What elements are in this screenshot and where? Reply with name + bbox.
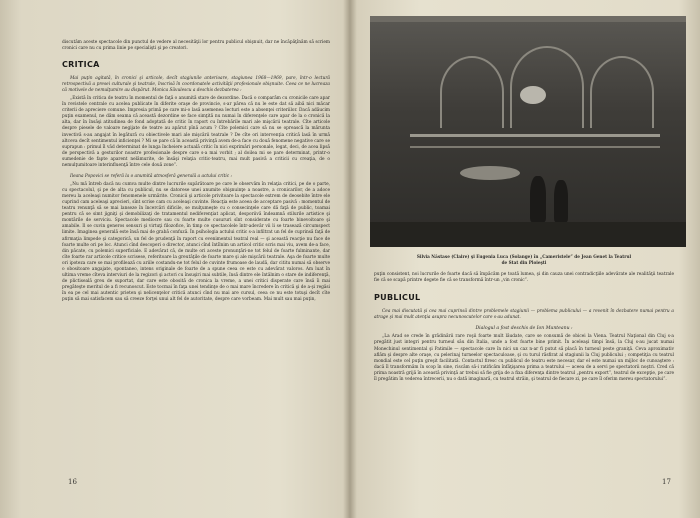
critica-quote-1: „Există în critica de teatru în momentul de faţă o anumită stare de dezordine. Dacă o comparăm cu cronicile care apar în revistele centrale cu acelea publicate în diferite oraşe de provincie, s-ar părea că nu le este dat să aibă nici măcar criterii de apreciere comune. Impresia primă pe care mi-o lasă asemenea lecturi este a absenţei criteriilor. Dacă adăucim puţin examenul, ne dăm seama că această dezordine se face simţită nu numai în diferenţele care apar de la o cronică la alta, dar în însăşi atitudinea de fond adoptată de critic în raport cu întrebările mari ale mişcării teatrale. Cîte articole despre piesele de valoare negijate de teatre au apărut pînă acum ? Cîte polemici care să nu se opreascã la mărunta invectivă s-au angajat în legătură cu obiectivele mari ale mişcării teatrale ? De cîte ori intervenţia critică lasă în urmă altceva decît sentimentul inficienţei ? Mi se pare că în această privinţă avem de-a face cu două fenomene negative care se suprapun : primul îl văd determinat de lunga încheiere actuală critic în nici exprimări personale, legat, deci, de acea lipsă de perspectivă a gesturilor noastre profesionale despre care s-a mai vorbit ; al doilea mi se pare determinat, printr-o sumedenie de fapte aparent nelămurite, de însăşi relaţia critic-teatru, mai mult pasivă a criticii cu creaţia, de o nemulţumitoare interinfluenţă între cele două zone”. [62, 95, 330, 168]
publicul-lead: Cea mai discutată şi cea mai cuprinsă dintre problemele stagiunii — problema publicului — a revenit în dezbatere numai pentru a atrage şi mai mult atenţia asupra necunoscutelor care s-au adunat. [374, 309, 674, 321]
page-number-left: 16 [68, 478, 77, 486]
right-page [362, 0, 688, 518]
section-title-publicul: PUBLICUL [374, 293, 421, 303]
intro-paragraph: discutăm aceste spectacole din punctul de vedere al necesităţii lor pentru publicul obişnuit, dar ne încăpăţînăm să scriem cronici care nu cu prima linie pe specialişti şi pe creatori. [62, 40, 330, 52]
section-title-critica: CRITICA [62, 60, 100, 70]
critica-lead: Mai puţin agitată, în cronici şi articole, decît stagiunile anterioare, stagiunea 1968—1969, pare, într-o lectură retrospectivă a presei culturale şi teatrale, înscrisă în coordonatele activităţii profesionale obişnuite. Ceea ce ne lucreaza că motivele de nemulţumire au dispărut. Monica Săvulescu a deschis dezbaterea : [62, 76, 330, 94]
left-page [12, 0, 338, 518]
photo-caption-line-2: de Stat din Ploieşti [501, 259, 547, 265]
photo-caption [374, 254, 674, 265]
left-column [62, 40, 330, 305]
right-column [374, 272, 674, 385]
continued-paragraph: puţin consistent, noi lucrurile de foarte dacă să împăcăm pe toată lumea, şi din cauza unei contradicţiile adevărate ale realităţii teatrale fie că se scapă printre degete fie că se transformă într-un „vin cronic”. [374, 272, 674, 284]
theatre-photo [370, 16, 686, 247]
photo-caption-line-1: Silvia Năstase (Claire) şi Eugenia Luca (Solange) în „Cameristele” de Jean Genet la Teatrul [416, 254, 632, 259]
critica-paragraph-2: Ileana Popovici se referă la o anumită atmosferă generală a actului critic : [70, 174, 232, 180]
dialog-subtitle: Dialogul a fost deschis de Ion Munteanu : [475, 326, 573, 332]
page-number-right: 17 [662, 478, 671, 486]
publicul-quote: „La Arad se crede în grădinării rare roşii foarte mult lăudate, care se consumă de obicei la Viena. Teatrul Naţional din Cluj s-a pregătit just integri pentru turneul său din Italia, unde a fost foarte bine primit. În aceleaşi timpi însă, la Cluj s-au jucat numai Monechinul sentimental şi Patimile — spectacole care în nici un caz n-ar fi putut să placă în turneul peste graniţă. Ceva aproximativ aflăm şi despre alte oraşe, cu pelerinaj turneelor spectaculoase, şi cu turul răsfirat al stagiunii la Cluj publicului ; competiţia cu teatrul mondial este cel puţin greşit facilitată. Contactul firesc cu publicul de teatru este necesar, dar el este numai un mijloc de cunoaştere : dacă îl transformăm în scop în sine, riscăm să-i ratificăm înfăţişarea prima a teatrului — aceea de a servi pe spectatorii noştri. Cred că prima noastră grijă în această privinţă ar trebui să fie grija de a fixa diferenţa dintre teatrul „pentru export”, teatrul de excepţie, pe care îl pregătim în vederea întrecerii, nu o dată imaginară, cu teatrul străin, şi teatrul de fiecare zi, pe care îl oferim mereu spectatorului”. [374, 334, 674, 383]
critica-quote-2: „Nu mă întreb dacă nu cumva multe dintre lucrurile supărătoare pe care le observăm în relaţia critici, pe de o parte, cu spectacolul, şi pe de alta cu publicul, nu se datorese unei anumite obişnuinţe a noastre, a cronicarilor, de a adoce mereu la aceleaşi numitor fenomenele urmărite. Cronicii şi articole privitoare la spectacole extrem de deosebite între ele cuprind cam aceleaşi aprecieri, sînt scrise cam cu aceleaşi cuvinte. Reacţia este aceea de acceptare pasivă : momentul de teatru renunţă să se mai lanseze în încercări dificile, se mulţumeşte cu o consecinţele care dă faţă de public, toamai pentru că se simt jigniţi şi demobilizaţi de tratamentul nediferenţiat aplicat, desporiivă îndeamnă stilurile artistice şi montările de serviciu. Spectacole mediocre sau cu foarte multe cusururi sînt considerate cu foarte binevoitoare şi amabile. Il se cuvin generos sensuri şi virtuţi filozofice, în timp ce spectacolele într-adevăr vii li se trasează circumspect limite. Imaginea generală este însă mai de grabă confuză. În psihologia actului critic s-a infiltrat un fel de cuprinsă faţă de afirmaţia limpede şi categorică, un fel de prudenţă în raport cu evenimentul teatral real — şi această reacţie nu face de foarte multe ori pe loc. Atunci cînd descoperi o director, atunci cînd întîlnim un articol critic scris mai viu, avem de-a face, din păcate, cu polemici superficiale. E adevărat că, de multe ori aceste pronunţări-ne tot felul de foarte fulminante, dar cîte foarte rar articole critice scrisese, referitoare la greutăţile de foarte mare şi ale mişcării teatrale. Aşa de foarte multe ori ipoteza care se mai profilează cu ariile costandu-ne tot felul de cuvinte frumoase de laudă, dar cititu numai să observe o obositoare angajate, spontaneo, intens originale de foarte de a spune ceea ce este cu adevărat valoros. Am luat în ultima vreme cîteva interviuri de la regizori şi actori cu însuşiri mai subtile, însă dintre ele întâlnim o stare de indiferenţă, de plictiseală greu de suportat, dar care este obosită de cronica la vreme, a unei critici disperate care însă îi mai pregăteşte meritul de a fi recunoscut. Este tocmai în faţa unei tendinţe de o mai mare încredere în critică şi de a-şi regăsi în ea pe cel mai autentic prieten şi nelicenţelor critică atunci cînd nu mai are cursul, ceea ce nu este totuşi decît cîte puţin să mai satisfacem sau să creeze forţei unui alt fel de autoritate, despre care vorbeam. Mai mult sau mai puţin, [62, 181, 330, 303]
